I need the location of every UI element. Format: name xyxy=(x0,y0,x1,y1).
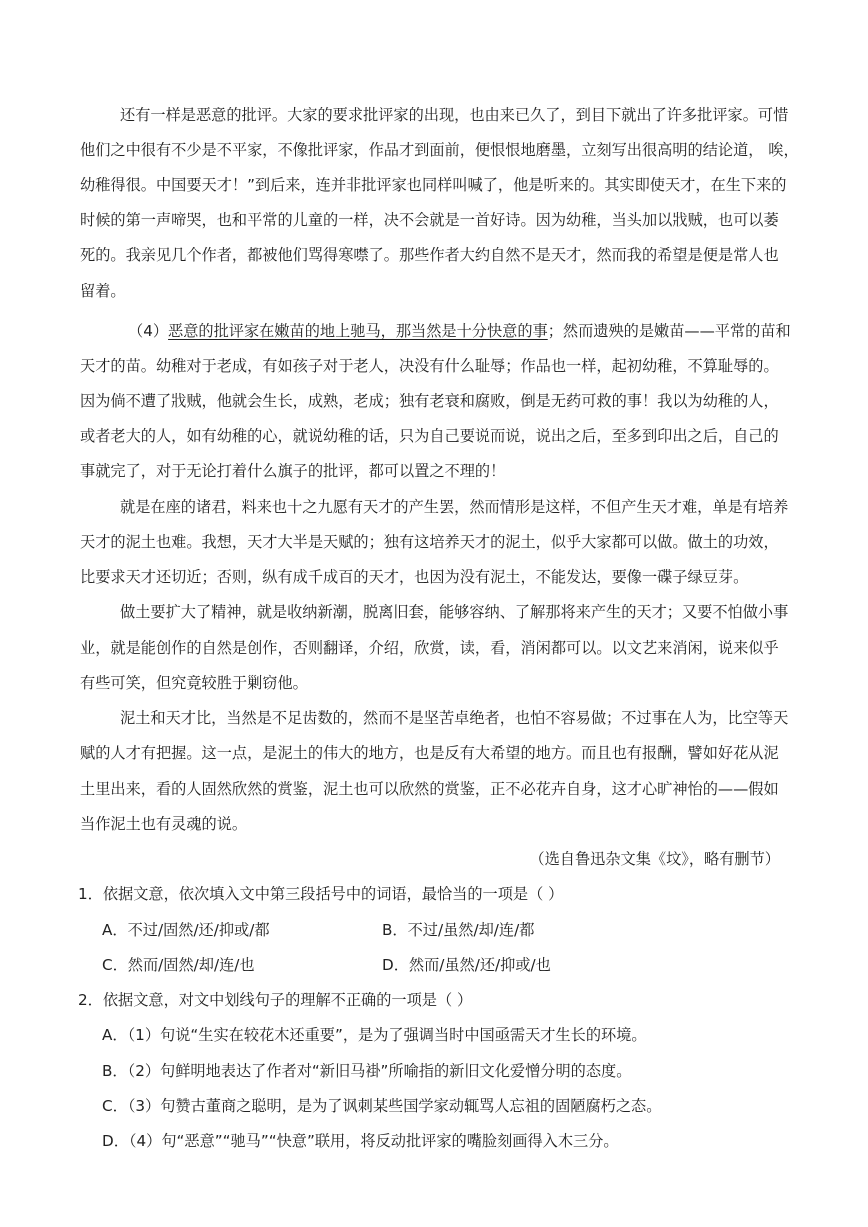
text-line: 或者老大的人，如有幼稚的心，就说幼稚的话，只为自己要说而说，说出之后，至多到印出之后，自己的 xyxy=(80,427,779,445)
text-line: 有些可笑，但究竟较胜于剿窃他。 xyxy=(80,674,308,692)
text-line: 就是在座的诸君，料来也十之九愿有天才的产生罢，然而情形是这样，不但产生天才难，单是有培养 xyxy=(120,498,789,516)
text-line: 天才的泥土也难。我想，天才大半是天赋的；独有这培养天才的泥土，似乎大家都可以做。做土的功效， xyxy=(80,533,779,551)
question-2-option-a: A．（1）句说“生实在较花木还重要”，是为了强调当时中国亟需天才生长的环境。 xyxy=(102,1026,647,1044)
question-2-option-c: C．（3）句赞古董商之聪明，是为了讽刺某些国学家动辄骂人忘祖的固陋腐朽之态。 xyxy=(102,1097,662,1115)
text-line: 时候的第一声啼哭，也和平常的儿童的一样，决不会就是一首好诗。因为幼稚，当头加以戕贼，也可以萎 xyxy=(80,211,779,229)
question-2-stem: 2．依据文意，对文中划线句子的理解不正确的一项是（ ） xyxy=(78,991,473,1009)
question-1-option-c: C．然而/固然/却/连/也 xyxy=(102,956,255,974)
text-line: 赋的人才有把握。这一点，是泥土的伟大的地方，也是反有大希望的地方。而且也有报酬，譬如好花从泥 xyxy=(80,744,779,762)
question-2-option-d: D．（4）句“恶意”“驰马”“快意”联用，将反动批评家的嘴脸刻画得入木三分。 xyxy=(102,1132,619,1150)
text-line: 比要求天才还切近；否则，纵有成千成百的天才，也因为没有泥土，不能发达，要像一碟子绿豆芽。 xyxy=(80,568,749,586)
text-line: 他们之中很有不少是不平家，不像批评家，作品才到面前，便恨恨地磨墨，立刻写出很高明的结论道， 唉， xyxy=(80,141,799,159)
source-citation: （选自鲁迅杂文集《坟》，略有删节） xyxy=(529,850,780,868)
text-line: 当作泥土也有灵魂的说。 xyxy=(80,815,248,833)
question-1-option-a: A．不过/固然/还/抑或/都 xyxy=(102,921,270,939)
text-fragment: ；然而遗殃的是嫩苗——平常的苗和 xyxy=(547,322,791,340)
text-line-underlined xyxy=(128,320,791,342)
text-line: 因为倘不遭了戕贼，他就会生长，成熟，老成；独有老衰和腐败，倒是无药可救的事！我以为幼稚的人， xyxy=(80,392,779,410)
text-line: 天才的苗。幼稚对于老成，有如孩子对于老人，决没有什么耻辱；作品也一样，起初幼稚，不算耻辱的。 xyxy=(80,357,779,375)
text-line: 死的。我亲见几个作者，都被他们骂得寒噤了。那些作者大约自然不是天才，然而我的希望是便是常人也 xyxy=(80,246,779,264)
text-line: 土里出来，看的人固然欣然的赏鉴，泥土也可以欣然的赏鉴，正不必花卉自身，这才心旷神怡的——假如 xyxy=(80,780,779,798)
question-1-stem: 1．依据文意，依次填入文中第三段括号中的词语，最恰当的一项是（ ） xyxy=(78,885,564,903)
text-line: 做土要扩大了精神，就是收纳新潮，脱离旧套，能够容纳、了解那将来产生的天才；又要不怕做小事 xyxy=(120,603,789,621)
text-line: 泥土和天才比，当然是不足齿数的，然而不是坚苦卓绝者，也怕不容易做；不过事在人为，比空等天 xyxy=(120,709,789,727)
text-line: 还有一样是恶意的批评。大家的要求批评家的出现，也由来已久了，到目下就出了许多批评家。可惜 xyxy=(120,106,789,124)
text-line: 事就完了，对于无论打着什么旗子的批评，都可以置之不理的！ xyxy=(80,462,506,480)
text-line: 业，就是能创作的自然是创作，否则翻译，介绍，欣赏，读，看，消闲都可以。以文艺来消闲，说来似乎 xyxy=(80,639,779,657)
question-1-option-d: D．然而/虽然/还/抑或/也 xyxy=(382,956,551,974)
question-1-option-b: B．不过/虽然/却/连/都 xyxy=(382,921,535,939)
text-line: 幼稚得很。中国要天才！”到后来，连并非批评家也同样叫喊了，他是听来的。其实即使天才，在生下来的 xyxy=(80,176,787,194)
text-line: 留着。 xyxy=(80,282,126,300)
question-2-option-b: B．（2）句鲜明地表达了作者对“新旧马褂”所喻指的新旧文化爱憎分明的态度。 xyxy=(102,1062,632,1080)
sentence-label: （4） xyxy=(128,322,169,340)
underlined-sentence: 恶意的批评家在嫩苗的地上驰马，那当然是十分快意的事 xyxy=(168,322,548,340)
